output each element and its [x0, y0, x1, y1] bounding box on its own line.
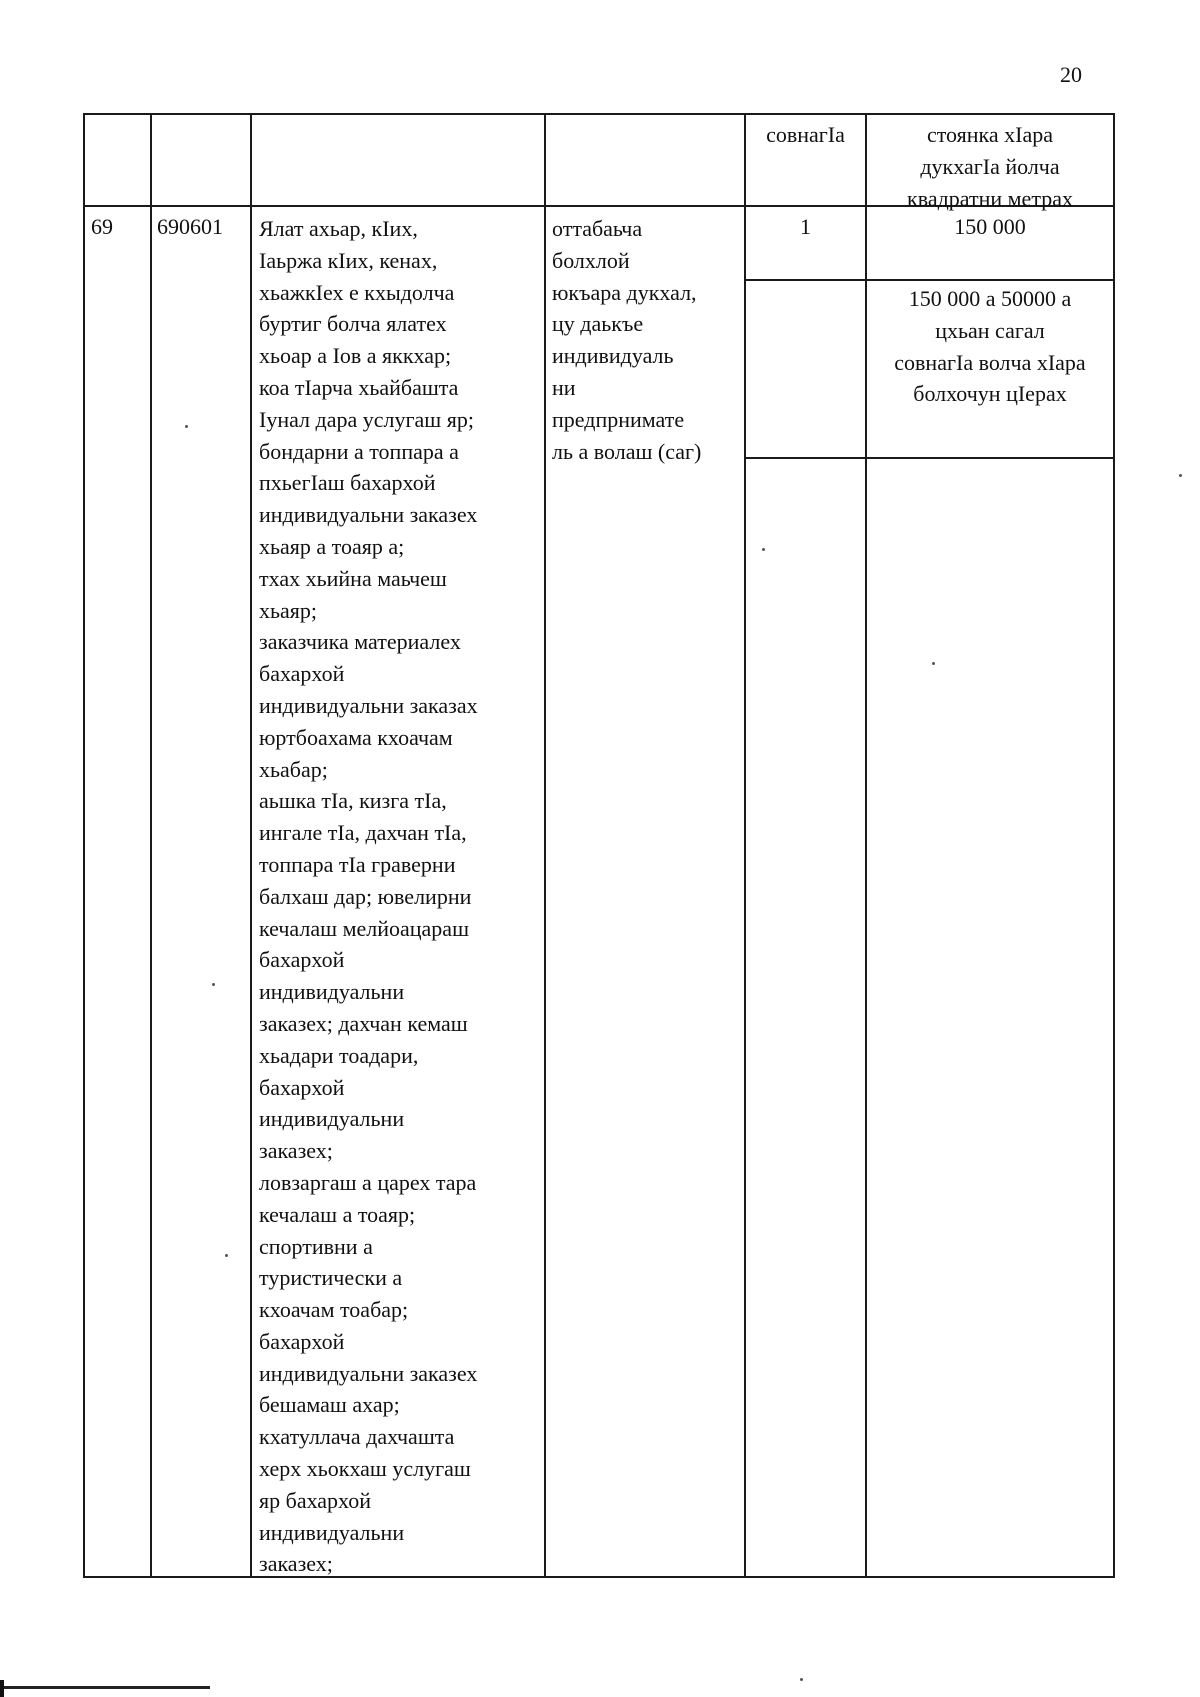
document-table [83, 113, 1115, 1578]
desc-line: топпара тIа граверни [259, 851, 456, 877]
row-number: 69 [91, 214, 113, 239]
header-col6 [867, 119, 1113, 214]
desc-line: индивидуальни заказех [259, 502, 478, 528]
table-border-right [1113, 113, 1115, 1578]
scan-speck [1179, 474, 1182, 477]
desc-line: хьажкIех е кхыдолча [259, 279, 455, 305]
desc-line: бешамаш ахар; [259, 1392, 400, 1418]
desc-line: Ялат ахьар, кIих, [259, 216, 418, 241]
row-taxpayer [552, 213, 744, 467]
desc-line: бондарни а топпара а [259, 438, 459, 464]
value-2-line: совнагIа волча хIара [894, 349, 1086, 375]
table-border-col3 [544, 113, 546, 1578]
desc-line: кечалаш а тоаяр; [259, 1201, 416, 1227]
scan-edge-mark [0, 1680, 4, 1697]
scan-edge-bar [0, 1686, 210, 1689]
desc-line: херх хьокхаш услугаш [259, 1456, 471, 1482]
scan-speck [800, 1678, 803, 1681]
desc-line: индивидуальни заказех [259, 1360, 478, 1386]
desc-line: бахархой [259, 947, 345, 973]
taxpayer-line: оттабаьча [552, 216, 643, 241]
header-col5: совнагIа [766, 122, 845, 147]
desc-line: индивидуальни [259, 979, 405, 1005]
desc-line: юртбоахама кхоачам [259, 724, 453, 750]
scan-speck [762, 548, 765, 551]
desc-line: бахархой [259, 1328, 345, 1354]
row-description [259, 213, 543, 1580]
taxpayer-line: цу даькъе [552, 311, 644, 337]
value-2-line: 150 000 а 50000 а [908, 286, 1072, 311]
desc-line: кхатуллача дахчашта [259, 1424, 455, 1450]
desc-line: заказчика материалех [259, 629, 461, 655]
table-border-top [83, 113, 1115, 115]
desc-line: коа тIарча хьайбашта [259, 374, 459, 400]
table-border-col1 [150, 113, 152, 1578]
taxpayer-line: болхлой [552, 247, 630, 273]
desc-line: Iунал дара услугаш яр; [259, 406, 474, 432]
scan-speck [212, 983, 215, 986]
desc-line: ловзаргаш а царех тара [259, 1169, 477, 1195]
desc-line: пхьегIаш бахархой [259, 470, 436, 496]
scan-speck [932, 662, 935, 665]
table-border-bottom [83, 1576, 1115, 1578]
desc-line: бахархой [259, 661, 345, 687]
desc-line: заказех; дахчан кемаш [259, 1010, 468, 1036]
desc-line: индивидуальни [259, 1519, 405, 1545]
desc-line: аьшка тIа, кизга тIа, [259, 788, 447, 814]
value-2-line: цхьан сагал [935, 317, 1045, 343]
desc-line: хьаяр; [259, 597, 318, 623]
desc-line: кечалаш мелйоацараш [259, 915, 470, 941]
desc-line: хьадари тоадари, [259, 1042, 419, 1068]
table-border-left [83, 113, 85, 1578]
taxpayer-line: предпрнимате [552, 406, 685, 432]
desc-line: балхаш дар; ювелирни [259, 883, 472, 909]
desc-line: хьабар; [259, 756, 328, 782]
taxpayer-line: юкъара дукхал, [552, 279, 697, 305]
desc-line: яр бахархой [259, 1487, 371, 1513]
table-border-sub2 [744, 457, 1115, 459]
header-col6-line: стоянка хIара [926, 122, 1054, 147]
desc-line: ингале тIа, дахчан тIа, [259, 820, 467, 846]
row-code: 690601 [157, 214, 223, 239]
desc-line: индивидуальни заказах [259, 692, 478, 718]
header-col6-line: квадратни метрах [907, 185, 1073, 211]
taxpayer-line: ль а волаш (саг) [552, 438, 702, 464]
desc-line: Iаьржа кIих, кенах, [259, 247, 438, 273]
row-value-2 [867, 283, 1113, 410]
desc-line: хьоар а Iов а яккхар; [259, 343, 452, 369]
table-border-col2 [250, 113, 252, 1578]
desc-line: заказех; [259, 1138, 333, 1164]
row-value-1: 150 000 [954, 214, 1026, 239]
desc-line: буртиг болча ялатех [259, 311, 447, 337]
scan-speck [225, 1254, 228, 1257]
desc-line: тхах хьийна маьчеш [259, 565, 447, 591]
taxpayer-line: ни [552, 374, 576, 400]
desc-line: туристически а [259, 1265, 403, 1291]
scan-speck [185, 425, 188, 428]
desc-line: заказех; [259, 1551, 333, 1577]
desc-line: хьаяр а тоаяр а; [259, 533, 405, 559]
desc-line: спортивни а [259, 1233, 373, 1259]
header-col6-line: дукхагIа йолча [920, 153, 1060, 179]
value-2-line: болхочун цIерах [913, 381, 1067, 407]
table-border-sub1 [744, 279, 1115, 281]
table-border-col4 [744, 113, 746, 1578]
desc-line: кхоачам тоабар; [259, 1297, 409, 1323]
desc-line: бахархой [259, 1074, 345, 1100]
row-count: 1 [800, 214, 811, 239]
page-number: 20 [1060, 62, 1082, 87]
taxpayer-line: индивидуаль [552, 343, 674, 369]
desc-line: индивидуальни [259, 1106, 405, 1132]
